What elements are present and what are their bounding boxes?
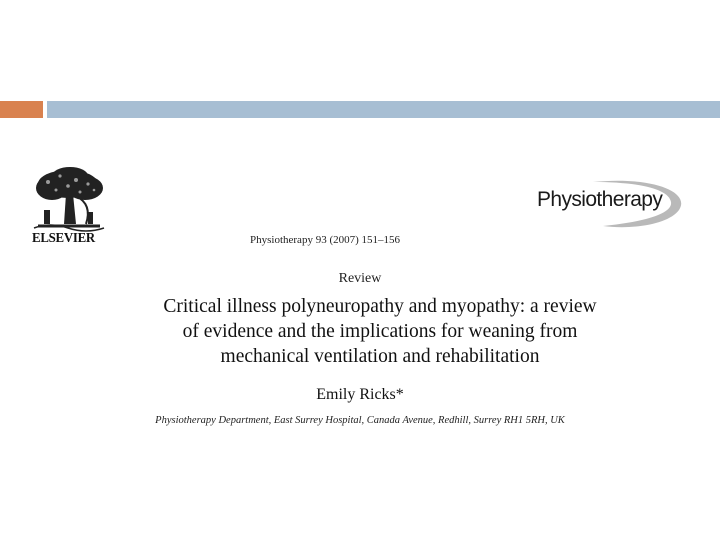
journal-name: Physiotherapy xyxy=(537,188,663,211)
title-line: of evidence and the implications for weaning from xyxy=(182,321,578,342)
journal-logo xyxy=(533,174,683,230)
journal-citation: Physiotherapy 93 (2007) 151–156 xyxy=(250,234,401,246)
author-affiliation: Physiotherapy Department, East Surrey Hospital, Canada Avenue, Redhill, Surrey RH1 5RH, UK xyxy=(155,415,565,426)
publisher-name: ELSEVIER xyxy=(32,231,95,246)
title-line: mechanical ventilation and rehabilitation xyxy=(220,346,540,367)
title-line: Critical illness polyneuropathy and myopathy: a review xyxy=(163,296,597,317)
header-accent-bar-blue xyxy=(47,101,720,118)
article-type: Review xyxy=(338,271,382,286)
header-accent-bar-orange xyxy=(0,101,43,118)
article-title xyxy=(100,294,660,369)
article-author: Emily Ricks* xyxy=(316,386,404,403)
